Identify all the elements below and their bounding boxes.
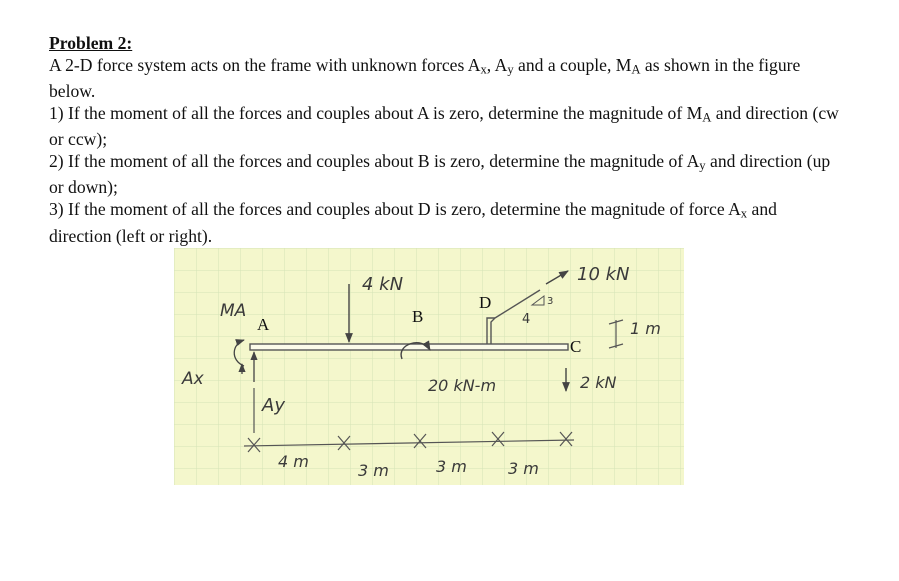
- force-10kn-label: 10 kN: [577, 264, 630, 285]
- slope-run-label: 4: [522, 312, 531, 327]
- problem-intro: A 2-D force system acts on the frame with unknown forces $A_x$, $A_y$ and a couple, $M_A$ as shown in the figure below.: [49, 54, 801, 102]
- ay-label: Ay: [262, 395, 285, 416]
- ax-label: Ax: [182, 369, 204, 389]
- problem-title: Problem 2:: [49, 33, 133, 53]
- point-c-label: C: [570, 337, 582, 356]
- problem-text: [49, 33, 839, 247]
- question-1: 1) If the moment of all the forces and couples about A is zero, determine the magnitude of $M_A$ and direction (cw or ccw);: [49, 102, 839, 150]
- frame-figure: [174, 248, 684, 485]
- point-d-label: D: [479, 293, 492, 312]
- point-b-label: B: [412, 307, 424, 326]
- force-4kn-label: 4 kN: [362, 274, 404, 295]
- dimension-label-1: 4 m: [278, 452, 309, 471]
- point-a-label: A: [257, 315, 270, 334]
- height-label: 1 m: [630, 319, 661, 338]
- ma-label: MA: [220, 301, 247, 321]
- frame-diagram: [174, 248, 684, 485]
- force-2kn-label: 2 kN: [580, 373, 617, 392]
- couple-label: 20 kN-m: [428, 376, 497, 395]
- question-2: 2) If the moment of all the forces and couples about B is zero, determine the magnitude of $A_y$ and direction (up or down);: [49, 151, 831, 198]
- question-3: 3) If the moment of all the forces and couples about D is zero, determine the magnitude of force $A_x$ and direction (left or right).: [49, 199, 777, 246]
- slope-rise-label: 3: [547, 296, 554, 307]
- dimension-label-4: 3 m: [508, 459, 539, 478]
- dimension-label-3: 3 m: [436, 457, 467, 476]
- dimension-label-2: 3 m: [358, 461, 389, 480]
